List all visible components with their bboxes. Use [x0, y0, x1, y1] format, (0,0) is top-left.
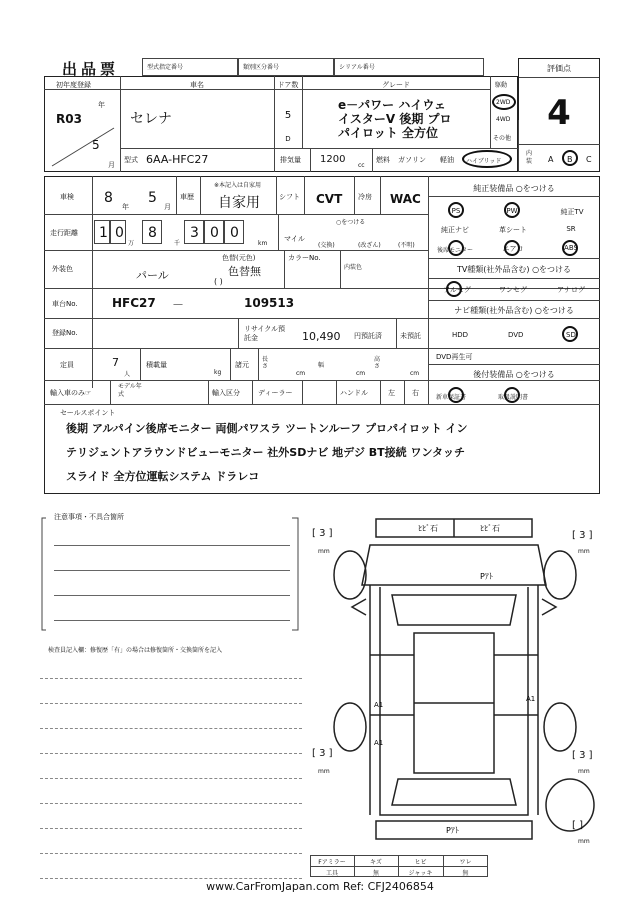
tread-front-left: [ 3 ]: [312, 528, 333, 539]
notes-label: 注意事項・不具合箇所: [54, 513, 124, 521]
interior-a: A: [548, 155, 554, 164]
inspector-label: 検査員記入欄：修復歴「有」の場合は修復箇所・交換箇所を記入: [48, 647, 223, 654]
score-value: 4: [547, 93, 571, 133]
grade-label: グレード: [382, 81, 410, 89]
mileage-digit-4: 3: [184, 220, 204, 244]
rear-warranty-circle: [448, 387, 464, 403]
shaken-month: 5: [148, 190, 157, 206]
color-no-label: カラーNo.: [288, 254, 321, 262]
shift-value: CVT: [316, 192, 343, 206]
chassis-dash: －: [172, 298, 185, 312]
svg-text:Pｱﾄ: Pｱﾄ: [480, 572, 493, 581]
legend-header-2: キズ: [370, 859, 382, 866]
legend-value-4: 無: [462, 870, 469, 877]
exterior-label: 外装色: [52, 265, 73, 273]
mileage-digit-6: 0: [224, 220, 244, 244]
interior-c: C: [586, 155, 592, 164]
shaken-year-unit: 年: [122, 203, 129, 211]
chassis-prefix: HFC27: [112, 296, 156, 310]
doors-value: 5: [284, 110, 292, 121]
tread-spare: [ ]: [572, 820, 583, 831]
tv-oneseg: ワンセグ: [499, 286, 527, 294]
rear-manual-circle: [504, 387, 520, 403]
option-rear-monitor: 後席モニター: [436, 247, 473, 254]
rear-manual: 取扱説明書: [498, 394, 529, 401]
legend-value-3: ジャッキ: [408, 870, 433, 877]
form-title: 出品票: [62, 60, 120, 78]
shaken-year: 8: [104, 190, 113, 206]
tread-spare-unit: mm: [578, 838, 590, 845]
width-label: 幅: [318, 362, 325, 369]
length-unit: cm: [296, 370, 306, 377]
interior-b: B: [567, 155, 573, 164]
fuel-hybrid-circle: [462, 150, 512, 168]
sales-line-1: 後期 アルパイン後席モニター 両側パワスラ ツートンルーフ プロパイロット イン: [66, 422, 468, 435]
drive-2wd: 2WD: [496, 99, 511, 106]
grade-line-1: e－パワー ハイウェ: [338, 98, 446, 112]
option-sr: SR: [566, 225, 576, 233]
svg-text:A1: A1: [374, 739, 384, 747]
displacement-value: 1200: [320, 154, 346, 165]
legend-header-1: Fアミラー: [318, 859, 346, 866]
capacity-label: 定員: [60, 361, 74, 369]
legend-value-2: 無: [372, 870, 379, 877]
length-label: 長さ: [262, 356, 269, 370]
year-unit: 年: [98, 101, 105, 109]
option-pw: PW: [506, 207, 518, 215]
interior-color-label: 内装色: [344, 264, 363, 271]
option-aero: エアロ: [502, 245, 524, 253]
meter-mile: マイル: [284, 235, 305, 243]
meter-exchange: (交換): [318, 242, 335, 249]
tv-fullseg: フルセグ: [443, 286, 471, 294]
fuel-light: 軽油: [440, 156, 454, 164]
notes-bracket: [40, 516, 304, 634]
tread-front-right-unit: mm: [578, 548, 590, 555]
import-type-label: 輸入区分: [212, 389, 240, 397]
tread-rear-left: [ 3 ]: [312, 748, 333, 759]
option-tv: 純正TV: [560, 208, 584, 216]
fuel-gas: ガソリン: [398, 156, 426, 164]
dvd-label: DVD再生可: [436, 353, 473, 361]
mileage-label: 走行距離: [50, 229, 78, 237]
option-ps-circle: [448, 202, 464, 218]
svg-text:ﾋﾋﾞ石: ﾋﾋﾞ石: [480, 524, 500, 533]
tread-rear-right: [ 3 ]: [572, 750, 593, 761]
fuel-label: 燃料: [376, 156, 390, 164]
tread-rear-left-unit: mm: [318, 768, 330, 775]
reg-no-label: 登録No.: [52, 329, 78, 337]
capacity-unit: 人: [124, 371, 131, 378]
tv-fullseg-circle: [446, 281, 462, 297]
car-diagram: [310, 515, 600, 855]
svg-text:A1: A1: [374, 701, 384, 709]
option-leather: 革シート: [499, 226, 527, 234]
sales-line-2: テリジェントアラウンドビューモニター 社外SDナビ 地デジ BT接続 ワンタッチ: [66, 446, 466, 459]
steering-label: ハンドル: [340, 389, 368, 397]
navi-sd-circle: [562, 326, 578, 342]
legend-value-1: 工具: [325, 870, 338, 877]
tread-rear-right-unit: mm: [578, 768, 590, 775]
drive-other: その他: [493, 135, 512, 142]
mileage-digit-3: 8: [142, 220, 162, 244]
recycle-unit: 円預託済: [354, 332, 382, 340]
ac-value: WAC: [390, 192, 421, 206]
option-abs-circle: [562, 240, 578, 256]
sales-points-label: セールスポイント: [60, 409, 116, 417]
capacity-value: 7: [112, 356, 119, 369]
mileage-digit-5: 0: [204, 220, 224, 244]
dims-label: 諸元: [235, 361, 249, 369]
option-aero-circle: [504, 240, 520, 256]
grade-line-3: パイロット 全方位: [338, 126, 438, 140]
tread-front-left-unit: mm: [318, 548, 330, 555]
shaken-label: 車検: [60, 193, 74, 201]
month-unit: 月: [108, 161, 115, 169]
rear-title: 後付装備品 ○をつける: [473, 370, 555, 379]
option-rear-monitor-circle: [448, 240, 464, 256]
car-name: セレナ: [130, 111, 172, 127]
chassis-number: 109513: [244, 296, 295, 310]
form-label-box-1: 型式指定番号: [142, 58, 238, 76]
option-abs: ABS: [564, 244, 578, 252]
first-reg-month: 5: [92, 138, 100, 152]
option-ps: PS: [451, 207, 461, 215]
interior-b-circle: [562, 150, 578, 166]
shaken-month-unit: 月: [164, 203, 171, 211]
meter-unknown: (不明): [398, 242, 415, 249]
sales-line-3: スライド 全方位運転システム ドラレコ: [66, 470, 260, 483]
option-pw-circle: [504, 202, 520, 218]
repaint-label: 色替(元色): [222, 254, 256, 262]
navi-hdd: HDD: [452, 331, 469, 339]
model-label: 型式: [124, 156, 138, 164]
legend-header-4: ワレ: [459, 859, 472, 866]
shift-label: シフト: [279, 193, 300, 201]
meter-tampered: (改ざん): [358, 242, 381, 249]
steering-left: 左: [388, 389, 395, 397]
drive-label: 駆動: [495, 82, 508, 89]
load-label: 積載量: [146, 361, 167, 369]
tread-front-right: [ 3 ]: [572, 530, 593, 541]
recycle-amount: 10,490: [302, 330, 341, 343]
doors-label: ドア数: [277, 81, 299, 89]
car-name-label: 車名: [190, 81, 204, 89]
doors-unit: D: [285, 135, 291, 143]
recycle-label: リサイクル預託金: [244, 325, 286, 342]
navi-sd: SD: [566, 331, 576, 339]
km-unit: km: [258, 240, 268, 247]
import-label: 輸入車のみ☞: [50, 389, 92, 397]
usage-note: ※本記入は自家用: [214, 182, 262, 189]
svg-text:A1: A1: [526, 695, 536, 703]
tv-analog: アナログ: [557, 286, 585, 294]
mileage-digit-2: 0: [110, 220, 126, 244]
load-unit: kg: [214, 369, 222, 376]
fuel-hybrid: ハイブリッド: [466, 158, 502, 165]
tv-title: TV種類(社外品含む) ○をつける: [456, 265, 572, 274]
score-label: 評価点: [547, 64, 571, 73]
height-label: 高さ: [374, 356, 381, 370]
sen-unit: 千: [174, 240, 181, 247]
model-value: 6AA-HFC27: [146, 153, 209, 166]
interior-label: 内装: [526, 150, 533, 165]
exterior-color: パール: [136, 269, 169, 282]
rear-warranty: 新車保証書: [436, 394, 467, 401]
man-unit: 万: [128, 240, 135, 247]
form-label-box-3: シリアル番号: [334, 58, 484, 76]
meter-note: ○をつける: [336, 219, 366, 226]
drive-4wd: 4WD: [496, 116, 511, 123]
mileage-digit-1: 1: [94, 220, 110, 244]
import-dealer: ディーラー: [258, 389, 293, 397]
model-year-label: モデル年式: [118, 383, 142, 398]
navi-dvd: DVD: [508, 331, 524, 339]
first-reg-label: 初年度登録: [56, 81, 91, 89]
ac-label: 冷房: [358, 193, 372, 201]
legend-header-3: ヒビ: [414, 859, 427, 866]
height-unit: cm: [410, 370, 420, 377]
first-reg-era: R03: [56, 112, 82, 126]
grade-line-2: イスターV 後期 プロ: [338, 112, 452, 126]
reg-diagonal: [50, 126, 116, 168]
usage-value: 自家用: [218, 195, 260, 211]
form-label-box-2: 類別区分番号: [238, 58, 334, 76]
svg-text:Pｱﾄ: Pｱﾄ: [446, 826, 459, 835]
usage-label: 車歴: [180, 193, 194, 201]
width-unit: cm: [356, 370, 366, 377]
navi-title: ナビ種類(社外品含む) ○をつける: [454, 306, 574, 315]
chassis-label: 車台No.: [52, 300, 78, 308]
displacement-label: 排気量: [280, 156, 301, 164]
footer-watermark: www.CarFromJapan.com Ref: CFJ2406854: [206, 880, 434, 893]
options-title: 純正装備品 ○をつける: [473, 184, 555, 193]
svg-text:ﾋﾋﾞ石: ﾋﾋﾞ石: [418, 524, 438, 533]
displacement-unit: cc: [358, 162, 365, 169]
steering-right: 右: [412, 389, 419, 397]
repaint-value: 色替無: [228, 265, 261, 278]
drive-2wd-circle: [492, 94, 516, 110]
repaint-paren: ( ): [214, 277, 223, 286]
option-navi: 純正ナビ: [441, 226, 469, 234]
recycle-unpaid: 未預託: [400, 332, 421, 340]
